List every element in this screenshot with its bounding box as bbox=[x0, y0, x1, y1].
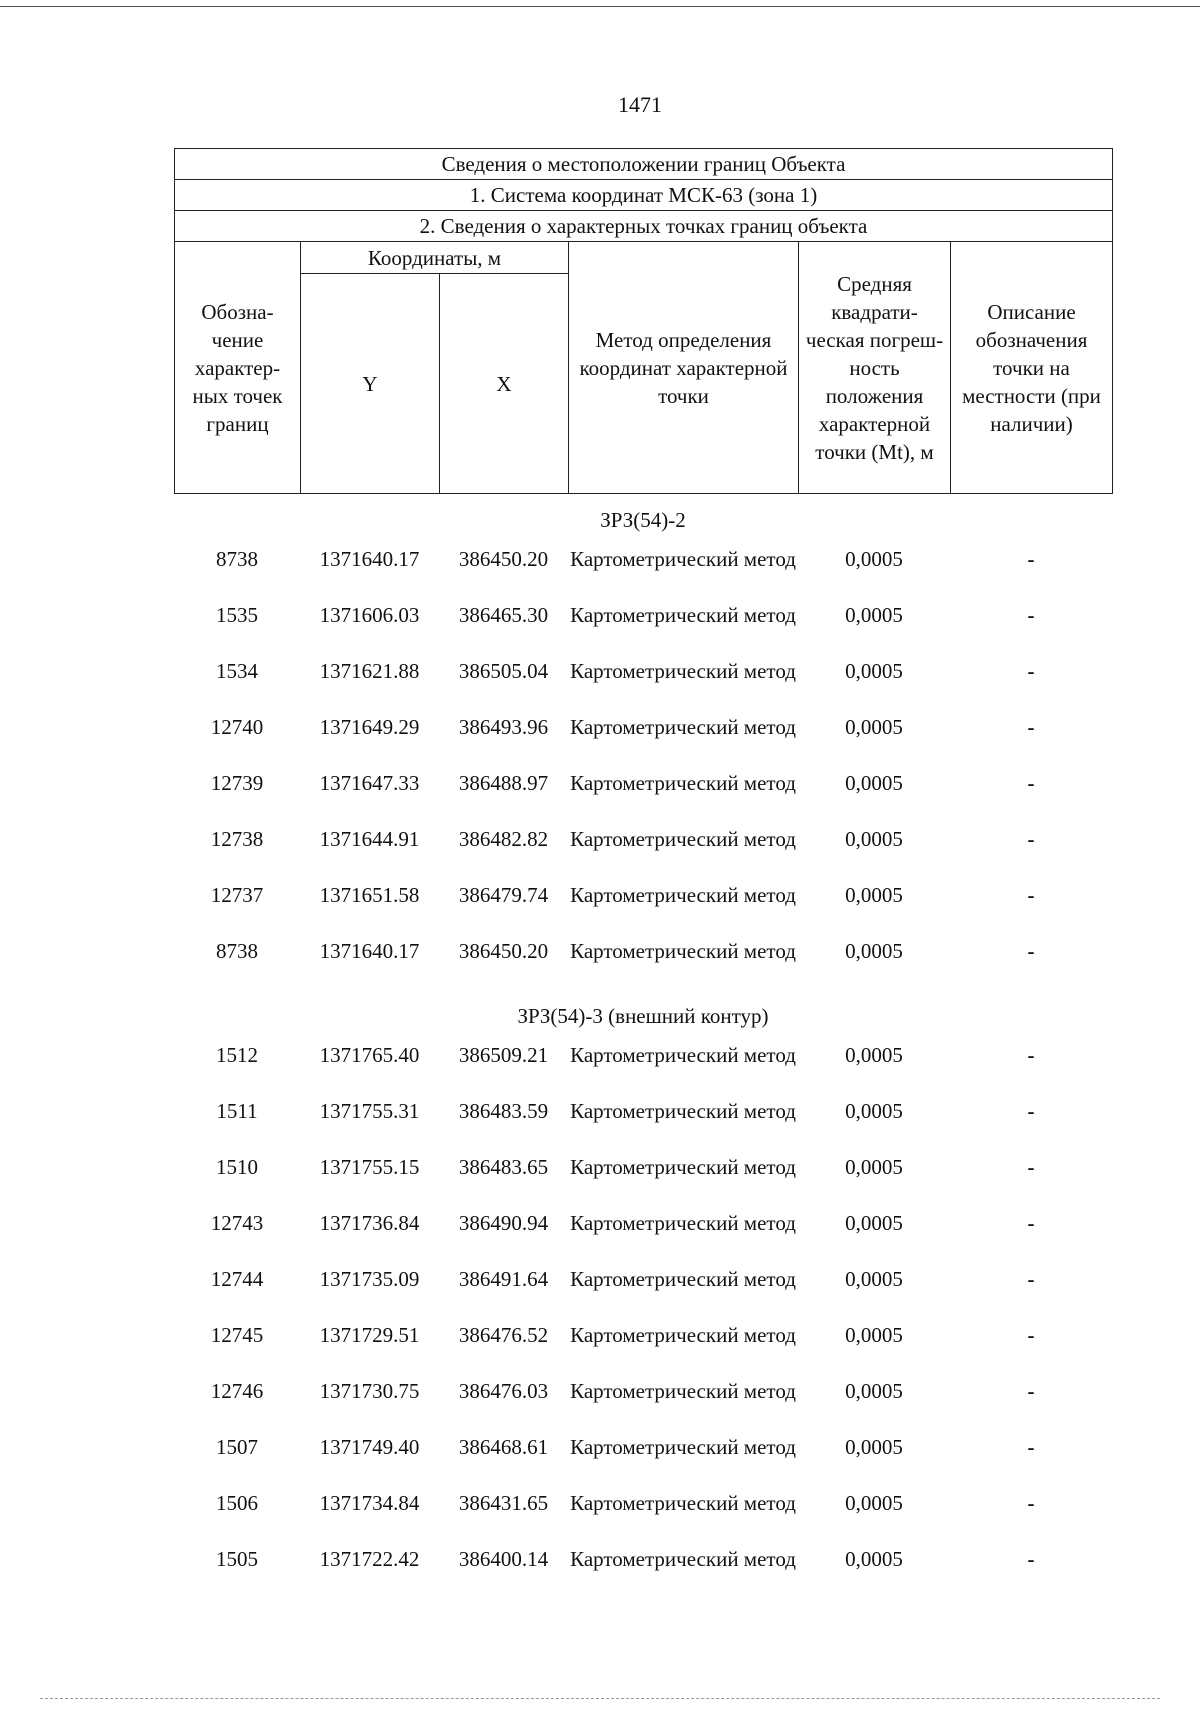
header-title-1: Сведения о местоположении границ Объекта bbox=[175, 149, 1113, 180]
coord-y: 1371765.40 bbox=[319, 1043, 420, 1067]
description: - bbox=[1027, 1547, 1035, 1571]
table-row bbox=[174, 1322, 1112, 1378]
error-value: 0,0005 bbox=[845, 659, 903, 683]
point-id: 12745 bbox=[210, 1323, 264, 1347]
method: Картометрический метод bbox=[570, 603, 796, 627]
coord-y: 1371640.17 bbox=[319, 547, 420, 571]
error-value: 0,0005 bbox=[845, 1099, 903, 1123]
coord-y: 1371621.88 bbox=[319, 659, 420, 683]
description: - bbox=[1027, 1435, 1035, 1459]
scan-edge-top bbox=[0, 0, 1200, 7]
header-title-2: 1. Система координат МСК-63 (зона 1) bbox=[175, 180, 1113, 211]
method: Картометрический метод bbox=[570, 1379, 796, 1403]
error-value: 0,0005 bbox=[845, 1267, 903, 1291]
coord-y: 1371734.84 bbox=[319, 1491, 420, 1515]
table-row bbox=[174, 1154, 1112, 1210]
coord-x: 386450.20 bbox=[458, 547, 549, 571]
coord-y: 1371651.58 bbox=[319, 883, 420, 907]
table-row bbox=[174, 1434, 1112, 1490]
coordinates-body bbox=[174, 500, 1112, 1602]
method: Картометрический метод bbox=[570, 715, 796, 739]
section-rows bbox=[174, 546, 1112, 994]
coord-y: 1371640.17 bbox=[319, 939, 420, 963]
col-header-method: Метод определения координат характерной точки bbox=[569, 242, 799, 494]
error-value: 0,0005 bbox=[845, 1379, 903, 1403]
point-id: 1506 bbox=[216, 1491, 258, 1515]
header-table bbox=[174, 148, 1113, 494]
coord-y: 1371736.84 bbox=[319, 1211, 420, 1235]
table-row bbox=[174, 658, 1112, 714]
section-rows bbox=[174, 1042, 1112, 1602]
table-row bbox=[174, 602, 1112, 658]
error-value: 0,0005 bbox=[845, 771, 903, 795]
error-value: 0,0005 bbox=[845, 547, 903, 571]
col-header-y: Y bbox=[301, 274, 440, 494]
description: - bbox=[1027, 1491, 1035, 1515]
error-value: 0,0005 bbox=[845, 1043, 903, 1067]
point-id: 1505 bbox=[216, 1547, 258, 1571]
col-header-desc: Описание обозначения точки на местности (при наличии) bbox=[951, 242, 1113, 494]
description: - bbox=[1027, 883, 1035, 907]
error-value: 0,0005 bbox=[845, 883, 903, 907]
coord-x: 386483.59 bbox=[458, 1099, 549, 1123]
method: Картометрический метод bbox=[570, 1211, 796, 1235]
method: Картометрический метод bbox=[570, 1267, 796, 1291]
error-value: 0,0005 bbox=[845, 1211, 903, 1235]
description: - bbox=[1027, 659, 1035, 683]
table-row bbox=[174, 1378, 1112, 1434]
method: Картометрический метод bbox=[570, 1099, 796, 1123]
error-value: 0,0005 bbox=[845, 827, 903, 851]
header-title-3: 2. Сведения о характерных точках границ объекта bbox=[175, 211, 1113, 242]
point-id: 12739 bbox=[210, 771, 264, 795]
point-id: 1510 bbox=[216, 1155, 258, 1179]
error-value: 0,0005 bbox=[845, 939, 903, 963]
scan-edge-bottom bbox=[40, 1698, 1160, 1699]
coord-x: 386482.82 bbox=[458, 827, 549, 851]
coord-y: 1371755.15 bbox=[319, 1155, 420, 1179]
method: Картометрический метод bbox=[570, 1155, 796, 1179]
point-id: 12744 bbox=[210, 1267, 264, 1291]
coord-x: 386488.97 bbox=[458, 771, 549, 795]
method: Картометрический метод bbox=[570, 1491, 796, 1515]
method: Картометрический метод bbox=[570, 1547, 796, 1571]
coord-y: 1371647.33 bbox=[319, 771, 420, 795]
point-id: 12746 bbox=[210, 1379, 264, 1403]
coord-x: 386493.96 bbox=[458, 715, 549, 739]
col-header-error: Средняя квадрати-ческая погреш-ность положения характерной точки (Mt), м bbox=[799, 242, 951, 494]
col-header-id: Обозна-чение характер-ных точек границ bbox=[175, 242, 301, 494]
point-id: 12738 bbox=[210, 827, 264, 851]
coord-y: 1371735.09 bbox=[319, 1267, 420, 1291]
error-value: 0,0005 bbox=[845, 1155, 903, 1179]
point-id: 8738 bbox=[216, 547, 258, 571]
method: Картометрический метод bbox=[570, 939, 796, 963]
description: - bbox=[1027, 939, 1035, 963]
point-id: 1512 bbox=[216, 1043, 258, 1067]
description: - bbox=[1027, 1043, 1035, 1067]
description: - bbox=[1027, 1323, 1035, 1347]
table-row bbox=[174, 1042, 1112, 1098]
coord-x: 386490.94 bbox=[458, 1211, 549, 1235]
point-id: 12737 bbox=[210, 883, 264, 907]
coord-y: 1371649.29 bbox=[319, 715, 420, 739]
error-value: 0,0005 bbox=[845, 1547, 903, 1571]
error-value: 0,0005 bbox=[845, 1491, 903, 1515]
description: - bbox=[1027, 547, 1035, 571]
page-number: 1471 bbox=[618, 92, 662, 117]
coord-x: 386509.21 bbox=[458, 1043, 549, 1067]
coord-x: 386450.20 bbox=[458, 939, 549, 963]
description: - bbox=[1027, 827, 1035, 851]
point-id: 12740 bbox=[210, 715, 264, 739]
table-row bbox=[174, 882, 1112, 938]
method: Картометрический метод bbox=[570, 1323, 796, 1347]
coord-x: 386468.61 bbox=[458, 1435, 549, 1459]
coord-x: 386400.14 bbox=[458, 1547, 549, 1571]
coord-y: 1371755.31 bbox=[319, 1099, 420, 1123]
coord-x: 386431.65 bbox=[458, 1491, 549, 1515]
point-id: 1535 bbox=[216, 603, 258, 627]
coord-y: 1371644.91 bbox=[319, 827, 420, 851]
section-title: ЗРЗ(54)-2 bbox=[600, 508, 686, 532]
description: - bbox=[1027, 715, 1035, 739]
description: - bbox=[1027, 1211, 1035, 1235]
point-id: 12743 bbox=[210, 1211, 264, 1235]
coord-y: 1371730.75 bbox=[319, 1379, 420, 1403]
method: Картометрический метод bbox=[570, 883, 796, 907]
table-row bbox=[174, 938, 1112, 994]
col-header-coords: Координаты, м bbox=[301, 242, 569, 274]
point-id: 1534 bbox=[216, 659, 258, 683]
coord-y: 1371729.51 bbox=[319, 1323, 420, 1347]
method: Картометрический метод bbox=[570, 1043, 796, 1067]
description: - bbox=[1027, 1379, 1035, 1403]
error-value: 0,0005 bbox=[845, 1323, 903, 1347]
description: - bbox=[1027, 603, 1035, 627]
table-row bbox=[174, 714, 1112, 770]
description: - bbox=[1027, 1099, 1035, 1123]
coord-y: 1371606.03 bbox=[319, 603, 420, 627]
description: - bbox=[1027, 1267, 1035, 1291]
col-header-x: X bbox=[440, 274, 569, 494]
table-row bbox=[174, 546, 1112, 602]
error-value: 0,0005 bbox=[845, 1435, 903, 1459]
table-row bbox=[174, 1098, 1112, 1154]
table-row bbox=[174, 1210, 1112, 1266]
method: Картометрический метод bbox=[570, 659, 796, 683]
point-id: 1507 bbox=[216, 1435, 258, 1459]
coord-x: 386476.52 bbox=[458, 1323, 549, 1347]
method: Картометрический метод bbox=[570, 1435, 796, 1459]
coord-x: 386505.04 bbox=[458, 659, 549, 683]
description: - bbox=[1027, 1155, 1035, 1179]
coord-x: 386465.30 bbox=[458, 603, 549, 627]
method: Картометрический метод bbox=[570, 827, 796, 851]
method: Картометрический метод bbox=[570, 547, 796, 571]
point-id: 8738 bbox=[216, 939, 258, 963]
table-row bbox=[174, 1546, 1112, 1602]
table-row bbox=[174, 1266, 1112, 1322]
coord-x: 386491.64 bbox=[458, 1267, 549, 1291]
coord-x: 386483.65 bbox=[458, 1155, 549, 1179]
method: Картометрический метод bbox=[570, 771, 796, 795]
table-row bbox=[174, 770, 1112, 826]
description: - bbox=[1027, 771, 1035, 795]
error-value: 0,0005 bbox=[845, 603, 903, 627]
table-row bbox=[174, 826, 1112, 882]
point-id: 1511 bbox=[216, 1099, 258, 1123]
table-row bbox=[174, 1490, 1112, 1546]
coord-y: 1371749.40 bbox=[319, 1435, 420, 1459]
coord-x: 386476.03 bbox=[458, 1379, 549, 1403]
error-value: 0,0005 bbox=[845, 715, 903, 739]
section-title: ЗРЗ(54)-3 (внешний контур) bbox=[517, 1004, 769, 1028]
coord-y: 1371722.42 bbox=[319, 1547, 420, 1571]
coord-x: 386479.74 bbox=[458, 883, 549, 907]
